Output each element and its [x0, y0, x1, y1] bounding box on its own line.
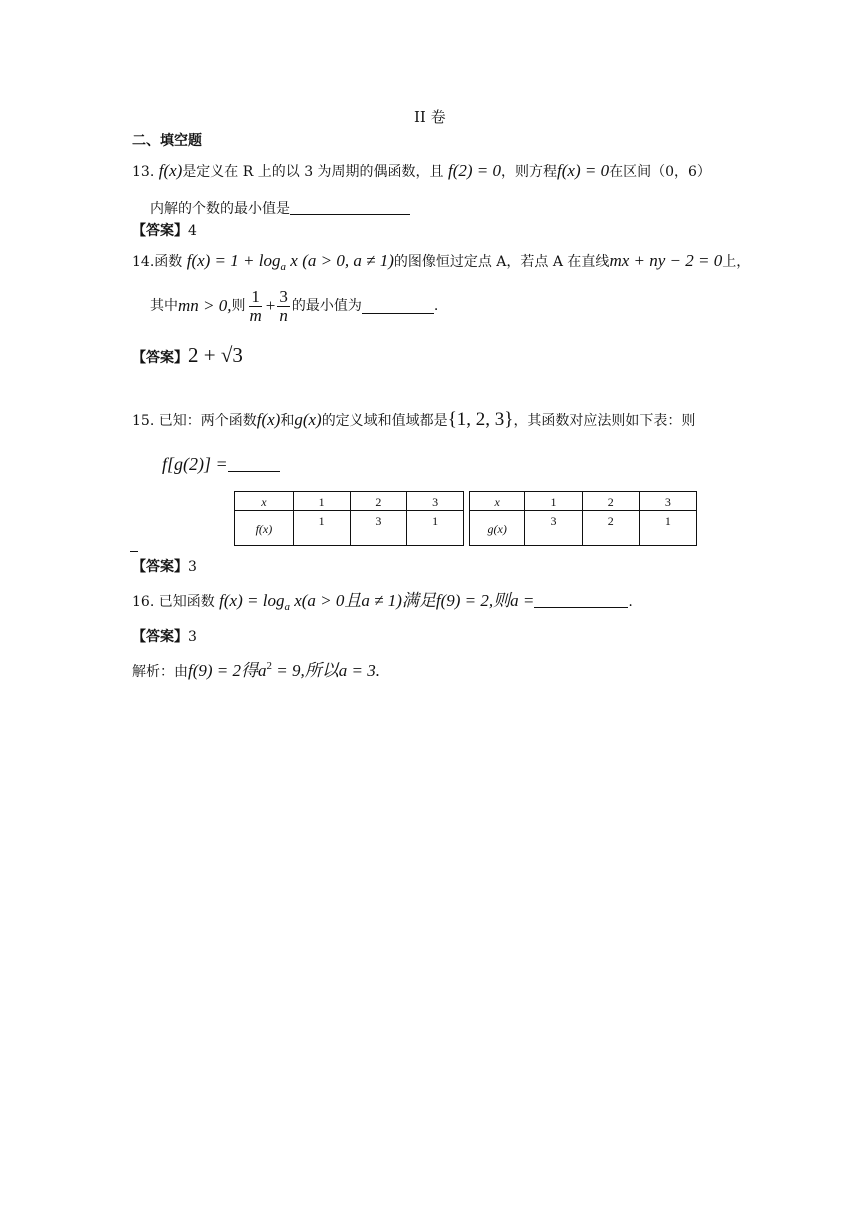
question-13-line-1: 13. f(x)是定义在 R 上的以 3 为周期的偶函数，且 f(2) = 0，则方程f(x) = 0在区间（0，6） [132, 161, 711, 180]
answer-blank[interactable] [290, 200, 410, 215]
question-15-line-2: f[g(2)] = [162, 454, 280, 476]
section-heading: 二、填空题 [132, 133, 202, 149]
question-16-line-1: 16. 已知函数 $f(x) = \log_a x(a > 0$且a ≠ 1)满足f(9) = 2,则a = . [132, 591, 633, 613]
answer-16: 【答案】3 [132, 629, 197, 645]
stray-mark [130, 551, 138, 552]
analysis-16: 解析：由f(9) = 2得$a^2 = 9$,所以a = 3. [132, 660, 380, 680]
answer-blank[interactable] [534, 593, 628, 608]
question-14-line-2: 其中mn > 0,则 $\frac{1}{m}$ + $\frac{3}{n}$ 的最小值为 . [150, 287, 439, 325]
question-14-line-1: 14.函数 $f(x) = 1 + \log_a x$ (a > 0, a ≠ 1)的图像恒过定点 A，若点 A 在直线mx + ny − 2 = 0上， [132, 251, 751, 273]
question-15-line-1: 15. 已知：两个函数f(x)和g(x)的定义域和值域都是{1, 2, 3}，其函数对应法则如下表：则 [132, 409, 696, 430]
function-table-f: x 1 2 3 f(x) 1 3 1 [234, 491, 464, 546]
answer-blank[interactable] [228, 457, 280, 472]
answer-15: 【答案】3 [132, 559, 197, 575]
section-title: II 卷 [414, 108, 446, 126]
fraction-3-over-n: $\frac{3}{n}$ [279, 287, 288, 325]
answer-blank[interactable] [362, 299, 434, 314]
function-table-g: x 1 2 3 g(x) 3 2 1 [469, 491, 697, 546]
question-13-line-2: 内解的个数的最小值是 [150, 200, 410, 218]
fraction-1-over-m: $\frac{1}{m}$ [249, 287, 262, 325]
answer-14: 【答案】2 + √3 [132, 343, 243, 367]
answer-13: 【答案】4 [132, 223, 197, 239]
